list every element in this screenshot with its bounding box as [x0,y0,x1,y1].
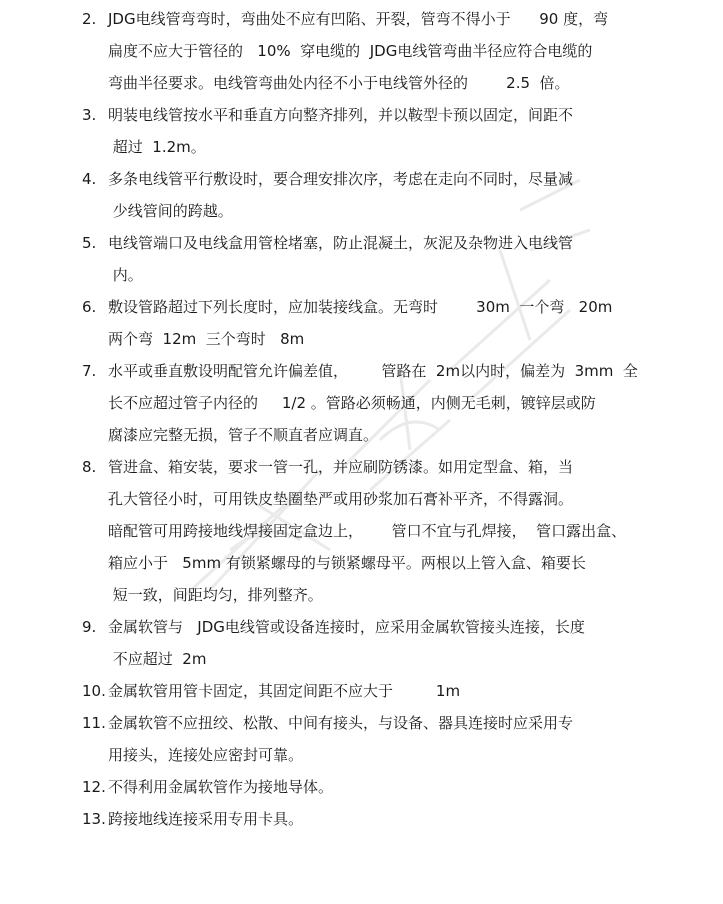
item-line: 多条电线管平行敷设时，要合理安排次序，考虑在走向不同时，尽量减 [108,170,574,188]
item-line: 暗配管可用跨接地线焊接固定盒边上， 管口不宜与孔焊接， 管口露出盒、 [108,522,627,540]
item-line: 水平或垂直敷设明配管允许偏差值， 管路在 2m以内时，偏差为 3mm 全 [108,362,638,380]
item-number: 8. [82,458,97,476]
item-line: 内。 [108,266,143,284]
item-number: 3. [82,106,97,124]
item-line: 少线管间的跨越。 [108,202,233,220]
item-line: 不得利用金属软管作为接地导体。 [108,778,334,796]
item-number: 5. [82,234,97,252]
item-line: 金属软管与 JDG电线管或设备连接时，应采用金属软管接头连接，长度 [108,618,585,636]
item-line: 电线管端口及电线盒用管栓堵塞，防止混凝土，灰泥及杂物进入电线管 [108,234,574,252]
item-number: 9. [82,618,97,636]
item-line: 腐漆应完整无损，管子不顺直者应调直。 [108,426,379,444]
item-line: 用接头，连接处应密封可靠。 [108,746,304,764]
item-line: 管进盒、箱安装，要求一管一孔，并应刷防锈漆。如用定型盒、箱，当 [108,458,574,476]
item-number: 13. [82,810,106,828]
item-line: 超过 1.2m。 [108,138,206,156]
item-number: 2. [82,10,97,28]
item-line: 金属软管用管卡固定，其固定间距不应大于 1m [108,682,461,700]
item-number: 6. [82,298,97,316]
item-line: 明装电线管按水平和垂直方向整齐排列，并以鞍型卡预以固定，间距不 [108,106,574,124]
item-number: 4. [82,170,97,188]
item-line: 金属软管不应扭绞、松散、中间有接头，与设备、器具连接时应采用专 [108,714,574,732]
item-line: JDG电线管弯弯时，弯曲处不应有凹陷、开裂，管弯不得小于 90 度，弯 [108,10,609,28]
item-number: 11. [82,714,106,732]
item-line: 不应超过 2m [108,650,207,668]
item-line: 短一致，间距均匀，排列整齐。 [108,586,323,604]
item-number: 12. [82,778,106,796]
item-line: 扁度不应大于管径的 10% 穿电缆的 JDG电线管弯曲半径应符合电缆的 [108,42,593,60]
item-line: 箱应小于 5mm 有锁紧螺母的与锁紧螺母平。两根以上管入盒、箱要长 [108,554,586,572]
item-line: 弯曲半径要求。电线管弯曲处内径不小于电线管外径的 2.5 倍。 [108,74,570,92]
item-line: 长不应超过管子内径的 1/2 。管路必须畅通，内侧无毛刺，镀锌层或防 [108,394,596,412]
item-number: 7. [82,362,97,380]
item-line: 孔大管径小时，可用铁皮垫圈垫严或用砂浆加石膏补平齐，不得露洞。 [108,490,574,508]
item-line: 跨接地线连接采用专用卡具。 [108,810,304,828]
item-line: 两个弯 12m 三个弯时 8m [108,330,305,348]
item-number: 10. [82,682,106,700]
item-line: 敷设管路超过下列长度时，应加装接线盒。无弯时 30m 一个弯 20m [108,298,613,316]
